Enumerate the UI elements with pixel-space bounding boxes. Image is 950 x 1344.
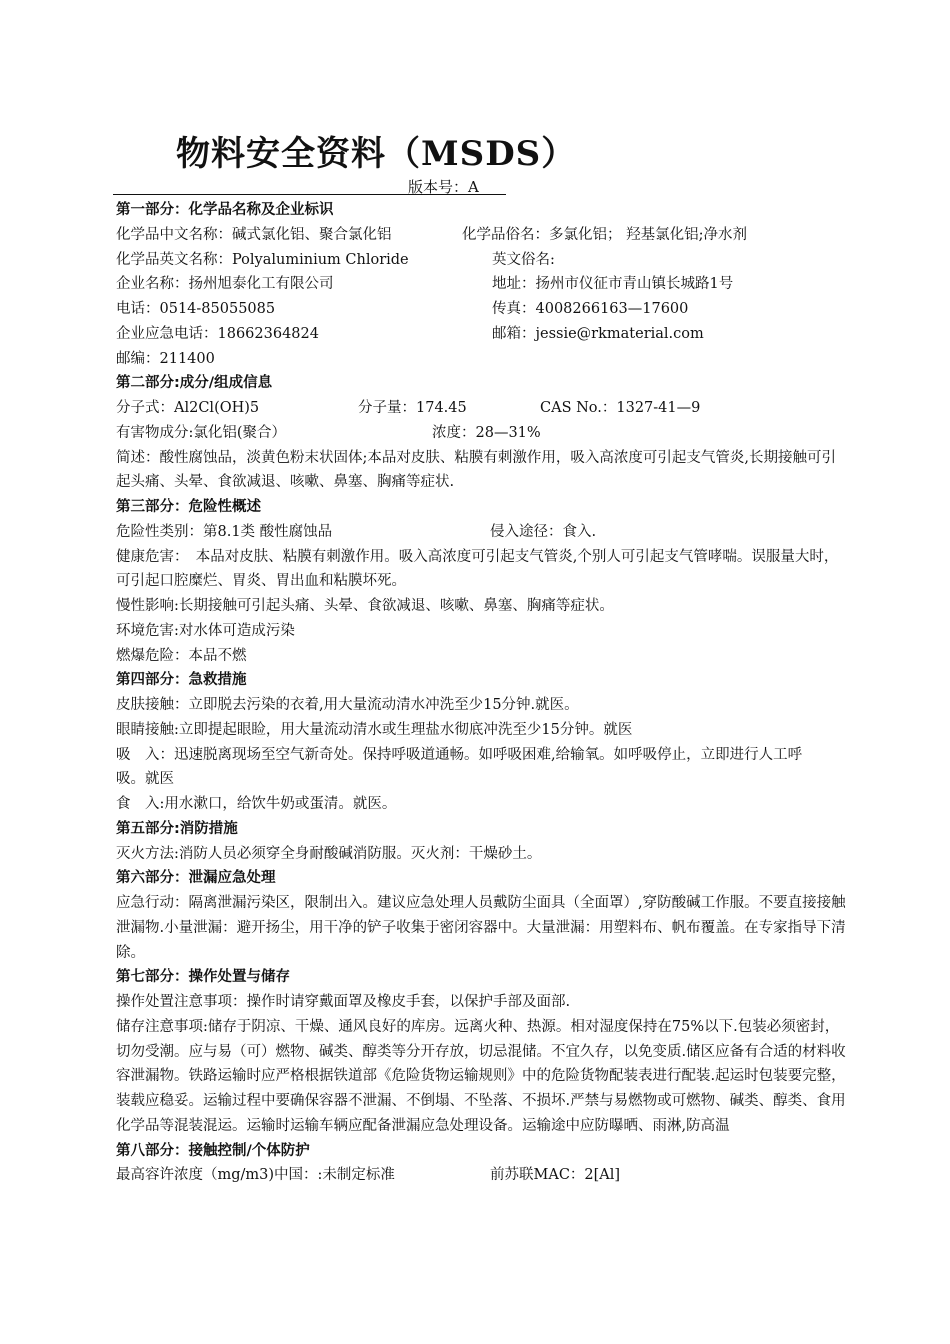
- chinese-name: 化学品中文名称：碱式氯化铝、聚合氯化铝: [116, 226, 392, 243]
- section-7-heading: 第七部分：操作处置与储存: [116, 969, 290, 986]
- row-formula: [116, 396, 846, 421]
- row-hazard-component: [116, 421, 846, 446]
- molecular-formula: 分子式：Al2Cl(OH)5: [116, 400, 260, 416]
- section-8-heading: 第八部分：接触控制/个体防护: [116, 1142, 310, 1159]
- ussr-mac: 前苏联MAC：2[Al]: [490, 1167, 621, 1184]
- postcode: 邮编：211400: [116, 350, 215, 367]
- row-category: [116, 520, 846, 545]
- section-6-heading: 第六部分：泄漏应急处理: [116, 870, 276, 887]
- hazardous-component: 有害物成分:氯化铝(聚合）: [116, 424, 287, 441]
- document-body: [116, 198, 846, 1188]
- emergency-phone: 企业应急电话：18662364824: [116, 325, 319, 342]
- section-4-heading: 第四部分：急救措施: [116, 672, 247, 689]
- fire-hazard: 燃爆危险：本品不燃: [116, 647, 247, 664]
- health-hazard: 健康危害： 本品对皮肤、粘膜有刺激作用。吸入高浓度可引起支气管炎,个别人可引起支气管哮喘。误服量大时，可引起口腔糜烂、胃炎、胃出血和粘膜坏死。: [116, 548, 839, 590]
- section-1-heading: 第一部分：化学品名称及企业标识: [116, 202, 334, 218]
- english-name: 化学品英文名称：Polyaluminium Chloride: [116, 251, 409, 268]
- section-3-heading: 第三部分：危险性概述: [116, 499, 261, 515]
- chronic-effects: 慢性影响:长期接触可引起头痛、头晕、食欲减退、咳嗽、鼻塞、胸痛等症状。: [116, 598, 614, 614]
- fire-fighting-method: 灭火方法:消防人员必须穿全身耐酸碱消防服。灭火剂：干燥砂土。: [116, 845, 542, 862]
- concentration: 浓度：28—31%: [432, 424, 541, 441]
- inhalation: 吸 入：迅速脱离现场至空气新奇处。保持呼吸道通畅。如呼吸困难,给输氧。如呼吸停止，立即进行人工呼吸。就医: [116, 746, 803, 788]
- phone-number: 电话：0514-85055085: [116, 301, 276, 317]
- exposure-route: 侵入途径：食入.: [490, 523, 597, 540]
- title-underline: [113, 194, 506, 195]
- section-2-heading: 第二部分:成分/组成信息: [116, 375, 273, 392]
- company-name: 企业名称：扬州旭泰化工有限公司: [116, 276, 334, 293]
- page-title: 物料安全资料（MSDS）: [176, 134, 577, 174]
- emergency-action: 应急行动：隔离泄漏污染区，限制出入。建议应急处理人员戴防尘面具（全面罩）,穿防酸碱工作服。不要直接接触泄漏物.小量泄漏：避开扬尘，用干净的铲子收集于密闭容器中。大量泄漏：用塑料布、帆布覆盖。在专家指导下清除。: [116, 895, 846, 961]
- row-exposure-limits: [116, 1163, 846, 1188]
- cas-number: CAS No.：1327-41—9: [540, 400, 701, 416]
- row-phone: [116, 297, 846, 322]
- skin-contact: 皮肤接触：立即脱去污染的衣着,用大量流动清水冲洗至少15分钟.就医。: [116, 697, 579, 713]
- email-address: 邮箱：jessie@rkmaterial.com: [492, 325, 704, 342]
- china-exposure-limit: 最高容许浓度（mg/m3)中国：:未制定标准: [116, 1167, 395, 1184]
- handling-precautions: 操作处置注意事项：操作时请穿戴面罩及橡皮手套，以保护手部及面部.: [116, 994, 571, 1010]
- fax-number: 传真：4008266163—17600: [492, 301, 689, 317]
- summary: 简述：酸性腐蚀品，淡黄色粉末状固体;本品对皮肤、粘膜有刺激作用，吸入高浓度可引起支气管炎,长期接触可引起头痛、头晕、食欲减退、咳嗽、鼻塞、胸痛等症状.: [116, 449, 836, 491]
- molecular-weight: 分子量：174.45: [358, 400, 467, 416]
- row-company: [116, 272, 846, 297]
- section-5-heading: 第五部分:消防措施: [116, 820, 238, 837]
- environmental-hazard: 环境危害:对水体可造成污染: [116, 622, 295, 639]
- company-address: 地址：扬州市仪征市青山镇长城路1号: [492, 276, 734, 293]
- ingestion: 食 入:用水漱口，给饮牛奶或蛋清。就医。: [116, 796, 397, 812]
- common-name: 化学品俗名：多氯化铝； 羟基氯化铝;净水剂: [462, 226, 747, 243]
- row-names: [116, 223, 846, 248]
- eye-contact: 眼睛接触:立即提起眼睑，用大量流动清水或生理盐水彻底冲洗至少15分钟。就医: [116, 721, 633, 738]
- row-emergency: [116, 322, 846, 347]
- english-common-name: 英文俗名:: [492, 251, 555, 268]
- row-english: [116, 248, 846, 273]
- version-number: 版本号：A: [408, 178, 479, 196]
- storage-precautions: 储存注意事项:储存于阴凉、干燥、通风良好的库房。远离火种、热源。相对湿度保持在75%以下.包装必须密封，切勿受潮。应与易（可）燃物、碱类、醇类等分开存放，切忌混储。不宜久存，以免变质.储区应备有合适的材料收容泄漏物。铁路运输时应严格根据铁道部《危险货物运输规则》中的危险货物配装表进行配装.起运时包装要完整，装载应稳妥。运输过程中要确保容器不泄漏、不倒塌、不坠落、不损坏.严禁与易燃物或可燃物、碱类、醇类、食用化学品等混装混运。运输时运输车辆应配备泄漏应急处理设备。运输途中应防曝晒、雨淋,防高温: [116, 1018, 846, 1134]
- hazard-category: 危险性类别：第8.1类 酸性腐蚀品: [116, 523, 333, 540]
